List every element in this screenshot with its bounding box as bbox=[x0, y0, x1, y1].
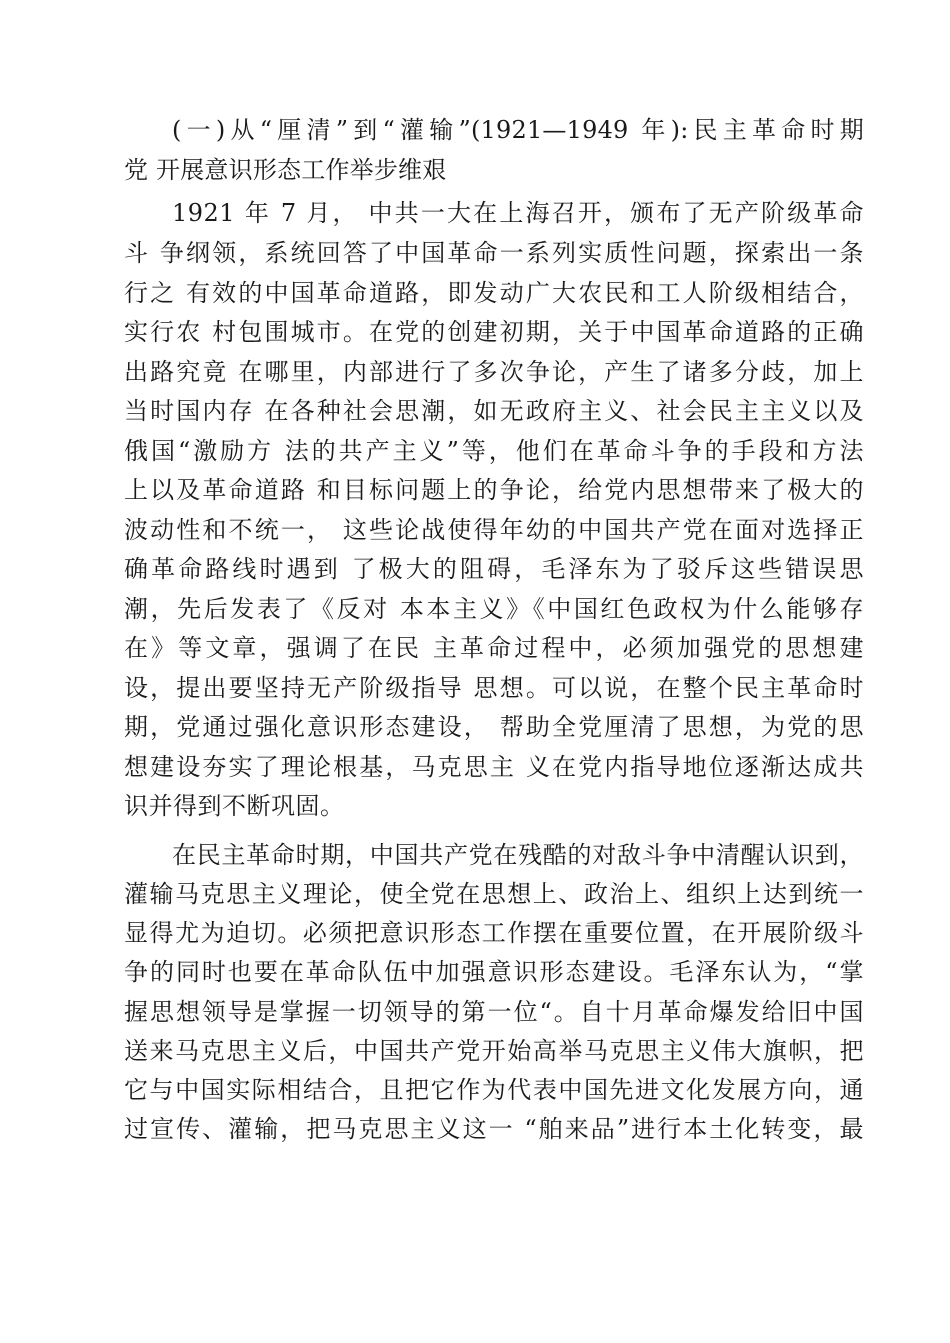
paragraph-line: 出路究竟 在哪里，内部进行了多次争论，产生了诸多分歧，加上 bbox=[124, 358, 864, 386]
paragraph-line: 波动性和不统一， 这些论战使得年幼的中国共产党在面对选择正 bbox=[124, 516, 864, 544]
paragraph-line: 过宣传、灌输，把马克思主义这一 “舶来品”进行本土化转变，最 bbox=[124, 1115, 864, 1143]
paragraph-line: 显得尤为迫切。必须把意识形态工作摆在重要位置，在开展阶级斗 bbox=[124, 919, 864, 947]
paragraph-line: 想建设夯实了理论根基，马克思主 义在党内指导地位逐渐达成共 bbox=[124, 753, 864, 781]
paragraph-line: 确革命路线时遇到 了极大的阻碍，毛泽东为了驳斥这些错误思 bbox=[124, 555, 864, 583]
paragraph-line: 期，党通过强化意识形态建设， 帮助全党厘清了思想，为党的思 bbox=[124, 713, 864, 741]
paragraph-line: 识并得到不断巩固。 bbox=[124, 792, 345, 820]
paragraph-line: 在》等文章，强调了在民 主革命过程中，必须加强党的思想建 bbox=[124, 634, 864, 662]
paragraph-line: 设，提出要坚持无产阶级指导 思想。可以说，在整个民主革命时 bbox=[124, 674, 864, 702]
paragraph-line: 行之 有效的中国革命道路，即发动广大农民和工人阶级相结合， bbox=[124, 279, 864, 307]
paragraph-line: 当时国内存 在各种社会思潮，如无政府主义、社会民主主义以及 bbox=[124, 397, 864, 425]
paragraph-line: 争的同时也要在革命队伍中加强意识形态建设。毛泽东认为，“掌 bbox=[124, 958, 864, 986]
paragraph-line: 1921 年 7 月， 中共一大在上海召开，颁布了无产阶级革命 bbox=[172, 199, 864, 227]
paragraph-line: 俄国“激励方 法的共产主义”等，他们在革命斗争的手段和方法 bbox=[124, 437, 864, 465]
paragraph-line: 上以及革命道路 和目标问题上的争论，给党内思想带来了极大的 bbox=[124, 476, 864, 504]
paragraph-line: 它与中国实际相结合，且把它作为代表中国先进文化发展方向，通 bbox=[124, 1076, 864, 1104]
paragraph-line: 送来马克思主义后，中国共产党开始高举马克思主义伟大旗帜，把 bbox=[124, 1037, 864, 1065]
heading-line: 党 开展意识形态工作举步维艰 bbox=[124, 156, 447, 184]
paragraph-line: 在民主革命时期，中国共产党在残酷的对敌斗争中清醒认识到， bbox=[172, 841, 864, 869]
paragraph-line: 斗 争纲领，系统回答了中国革命一系列实质性问题，探索出一条 bbox=[124, 239, 864, 267]
heading-line: (一)从“厘清”到“灌输”(1921—1949 年):民主革命时期 bbox=[172, 116, 864, 144]
paragraph-line: 实行农 村包围城市。在党的创建初期，关于中国革命道路的正确 bbox=[124, 318, 864, 346]
paragraph-line: 灌输马克思主义理论，使全党在思想上、政治上、组织上达到统一 bbox=[124, 880, 864, 908]
paragraph-line: 潮，先后发表了《反对 本本主义》《中国红色政权为什么能够存 bbox=[124, 595, 864, 623]
paragraph-line: 握思想领导是掌握一切领导的第一位“。自十月革命爆发给旧中国 bbox=[124, 998, 864, 1026]
